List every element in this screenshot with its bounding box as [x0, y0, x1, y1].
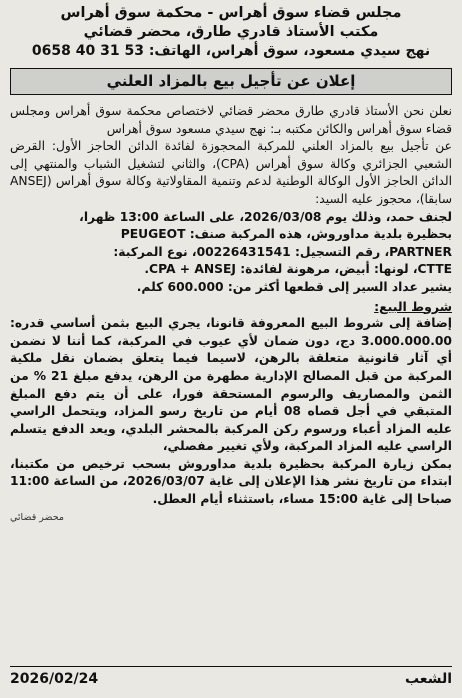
announcement-title: إعلان عن تأجيل بيع بالمزاد العلني: [10, 68, 452, 95]
address-line: نهج سيدي مسعود، سوق أهراس، الهاتف: 53 31 40 0658: [31, 43, 431, 59]
visit-paragraph: بمكن زيارة المركبة بحظيرة بلدية مداوروش بسحب ترخيص من مكتبنا، ابتداء من تاريخ نشر هذا الإعلان إلى غاية 2026/03/07، من الساعة 11:00 صباحا إلى غاية 15:00 مساء، باستثناء أيام العطل.: [10, 456, 452, 507]
registration-line: PARTNER، رقم التسجيل: 00226431541، نوع المركبة:: [113, 244, 452, 259]
odometer-line: يشير عداد السير إلى قطعها أكثر من: 600.000 كلم.: [136, 279, 452, 294]
announcement-body: [10, 103, 452, 527]
conditions-paragraph: إضافة إلى شروط البيع المعروفة قانونا، يجري البيع بثمن أساسي قدره: 3.000.000.00 دج، دون ضمان لأي عيوب في المركبة، كما أننا لا نضمن أي آثار قانونية متعلقة بالرهن، لاسيما فيما يتعلق بضمان نقل ملكية المركبة من قبل المصالح الإدارية مطهرة من الرهن، يدفع مبلغ 21 % من الثمن والمصاريف والرسوم المستحقة فورا، على أن يتم دفع المبلغ المتبقي في أجل قصاه 08 أيام من تاريخ رسو المزاد، ويتحمل الراسي عليه المزاد أعباء ورسوم ركن المركبة بالمحشر البلدي، ويعد الدفع يتسلم الراسي عليه المزاد المركبة، ولأي تغيير مفصلي،: [10, 316, 452, 454]
publication-date: 2026/02/24: [10, 671, 99, 687]
color-line: CTTE، لونها: أبيض، مرهونة لفائدة: CPA + ANSEJ.: [144, 262, 452, 277]
signature-row: [10, 509, 452, 527]
office-line: مكتب الأستاذ قادري طارق، محضر قضائي: [83, 24, 379, 40]
conditions-title: شروط البيع:: [374, 298, 452, 314]
header-block: [10, 4, 452, 61]
newspaper-footer: [10, 666, 452, 689]
seizure-paragraph: عن تأجيل بيع بالمزاد العلني للمركبة المحجوزة لفائدة الدائن الحاجز الأول: القرض الشعبي الجزائري وكالة سوق أهراس (CPA)، والثاني لتشغيل الشباب والمنتهي إلى الدائن الحاجز الأول الوكالة الوطنية لدعم وتنمية المقاولاتية وكالة سوق أهراس (ANSEJ سابقا)، محجوز عليه السيد:: [10, 139, 452, 206]
vehicle-type-line: بحظيرة بلدية مداوروش، هذه المركبة صنف: PEUGEOT: [120, 227, 452, 242]
intro-paragraph: نعلن نحن الأستاذ قادري طارق محضر قضائي لاختصاص محكمة سوق أهراس ومجلس قضاء سوق أهراس والكائن مكتبه بـ: نهج سيدي مسعود سوق أهراس: [10, 104, 452, 136]
sale-date-line: لجنف حمد، وذلك يوم 2026/03/08، على الساعة 13:00 ظهرا،: [79, 209, 452, 224]
newspaper-name: الشعب: [404, 671, 452, 687]
court-line: مجلس قضاء سوق أهراس - محكمة سوق أهراس: [60, 5, 402, 21]
signature: محضر قضائي: [10, 511, 64, 523]
